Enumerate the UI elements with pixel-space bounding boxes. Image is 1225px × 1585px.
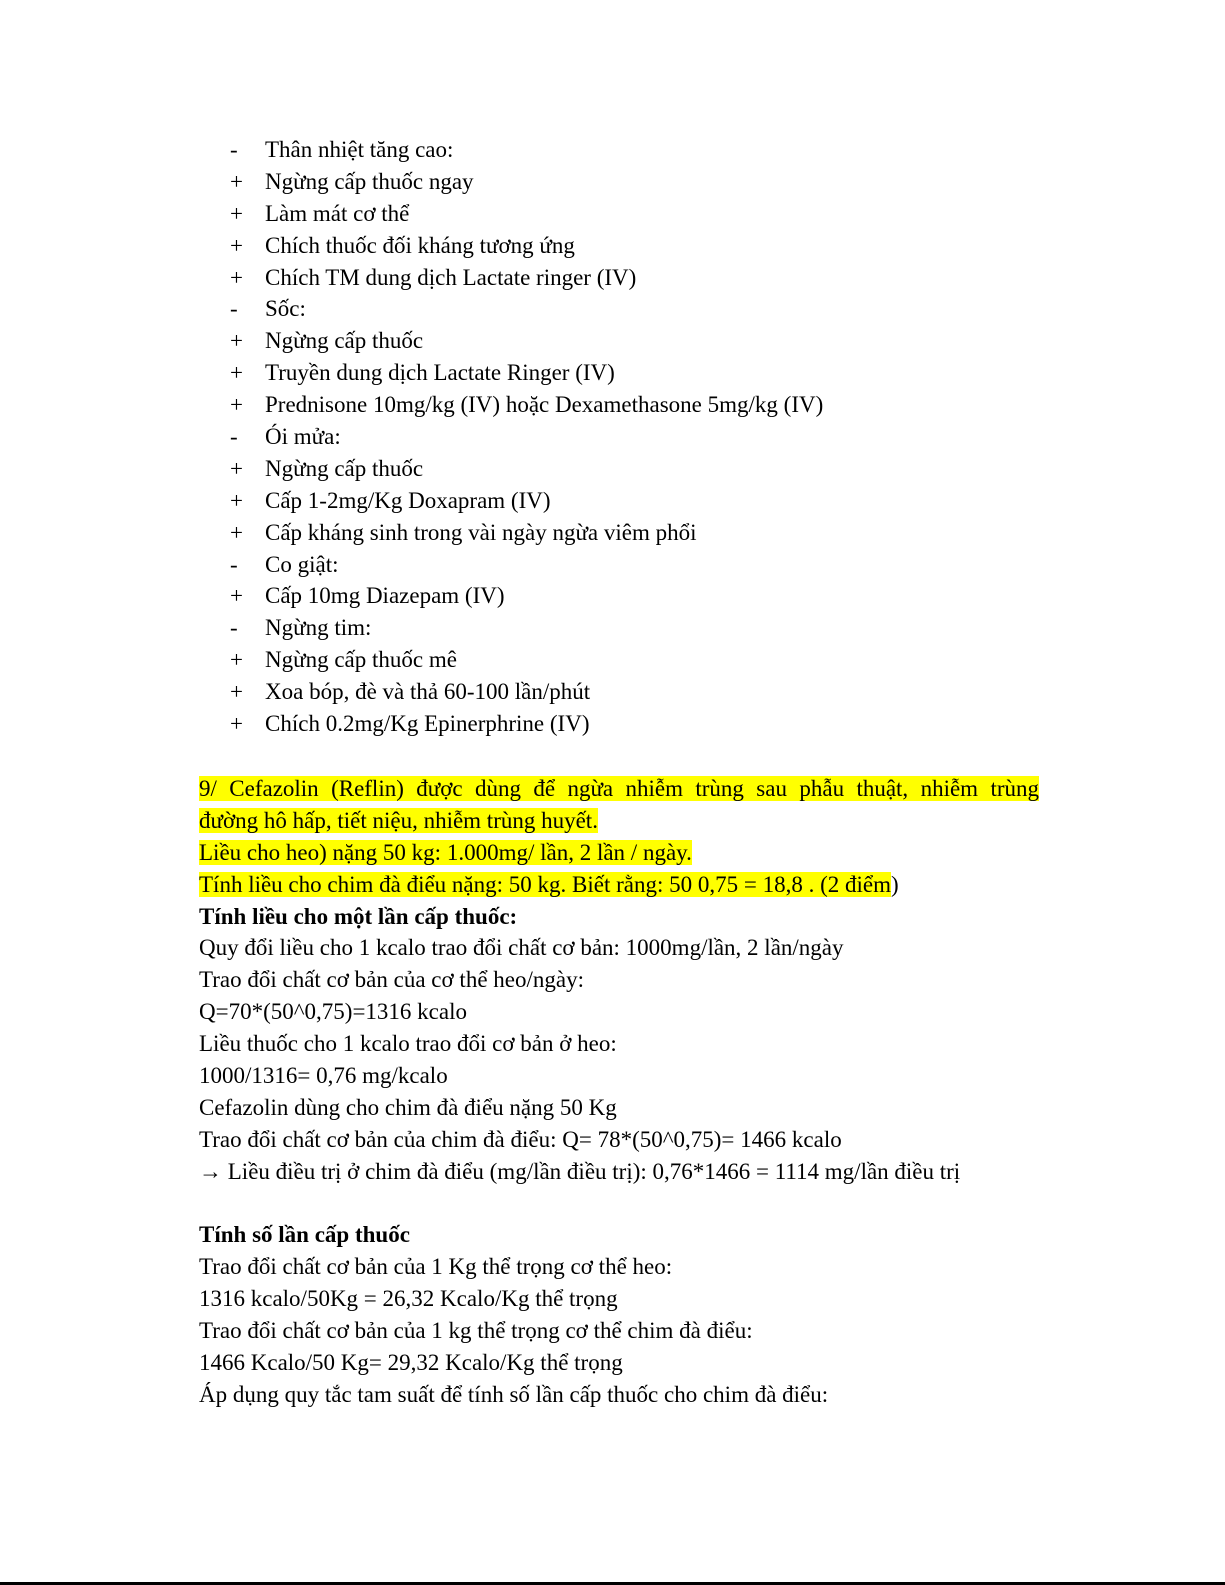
list-item-text: Cấp 1-2mg/Kg Doxapram (IV) [265, 487, 551, 513]
list-marker: - [230, 137, 238, 162]
question-line-1 [199, 773, 1039, 805]
list-item-text: Cấp kháng sinh trong vài ngày ngừa viêm phổi [265, 519, 697, 545]
document-body [199, 773, 1039, 1411]
list-item-text: Chích TM dung dịch Lactate ringer (IV) [265, 264, 637, 290]
blank-line [199, 1188, 1039, 1220]
highlighted-text: 9/ Cefazolin (Reflin) được dùng để ngừa nhiễm trùng sau phẫu thuật, nhiễm trùng [199, 776, 1039, 801]
list-item [230, 580, 1030, 612]
paragraph-line: Liều thuốc cho 1 kcalo trao đổi cơ bản ở heo: [199, 1031, 617, 1057]
list-item-text: Chích 0.2mg/Kg Epinerphrine (IV) [265, 711, 590, 737]
paragraph-line: 1000/1316= 0,76 mg/kcalo [199, 1063, 448, 1089]
list-item-text: Ngừng cấp thuốc [265, 328, 424, 354]
list-item [230, 357, 1030, 389]
list-item [230, 262, 1030, 294]
list-item-text: Ói mửa: [265, 424, 341, 450]
question-line-3 [199, 837, 1039, 869]
list-marker: + [230, 519, 243, 545]
section-heading-dose: Tính liều cho một lần cấp thuốc: [199, 903, 518, 929]
question-line-4-tail: ) [891, 871, 899, 897]
list-item [230, 198, 1030, 230]
paragraph-line: Trao đổi chất cơ bản của cơ thể heo/ngày: [199, 967, 584, 993]
list-item-text: Ngừng cấp thuốc mê [265, 647, 457, 673]
list-item [230, 166, 1030, 198]
paragraph-line: Cefazolin dùng cho chim đà điểu nặng 50 Kg [199, 1094, 617, 1120]
paragraph-line: Quy đổi liều cho 1 kcalo trao đổi chất cơ bản: 1000mg/lần, 2 lần/ngày [199, 935, 844, 961]
list-marker: + [230, 679, 243, 705]
list-item [230, 134, 1030, 166]
list-item-text: Ngừng cấp thuốc ngay [265, 168, 474, 194]
list-marker: + [230, 232, 243, 258]
list-item-text: Làm mát cơ thể [265, 200, 410, 226]
highlighted-text: đường hô hấp, tiết niệu, nhiễm trùng huyết. [199, 807, 598, 833]
paragraph-line: 1316 kcalo/50Kg = 26,32 Kcalo/Kg thể trọng [199, 1286, 618, 1312]
list-marker: + [230, 583, 243, 609]
list-item [230, 549, 1030, 581]
list-item [230, 230, 1030, 262]
list-item-text: Thân nhiệt tăng cao: [265, 137, 454, 162]
list-item [230, 485, 1030, 517]
paragraph-line: 1466 Kcalo/50 Kg= 29,32 Kcalo/Kg thể trọng [199, 1350, 623, 1376]
paragraph-line: Áp dụng quy tắc tam suất để tính số lần cấp thuốc cho chim đà điểu: [199, 1381, 829, 1407]
list-marker: - [230, 296, 238, 322]
list-item [230, 325, 1030, 357]
list-marker: + [230, 360, 243, 386]
list-marker: + [230, 487, 243, 513]
question-line-4 [199, 869, 1039, 901]
list-item [230, 708, 1030, 740]
list-item [230, 676, 1030, 708]
question-line-2 [199, 805, 1039, 837]
list-marker: + [230, 328, 243, 354]
paragraph-line: Trao đổi chất cơ bản của chim đà điểu: Q= 78*(50^0,75)= 1466 kcalo [199, 1126, 842, 1152]
list-marker: - [230, 424, 238, 450]
list-item-text: Prednisone 10mg/kg (IV) hoặc Dexamethasone 5mg/kg (IV) [265, 392, 824, 418]
list-marker: + [230, 711, 243, 737]
list-item-text: Sốc: [265, 296, 306, 322]
list-marker: + [230, 200, 243, 226]
paragraph-line: Trao đổi chất cơ bản của 1 kg thể trọng cơ thể chim đà điểu: [199, 1318, 753, 1344]
list-marker: + [230, 168, 243, 194]
list-item [230, 453, 1030, 485]
list-item [230, 517, 1030, 549]
list-item [230, 612, 1030, 644]
section-heading-frequency: Tính số lần cấp thuốc [199, 1222, 410, 1248]
treatment-list [230, 134, 1030, 740]
list-marker: + [230, 455, 243, 481]
paragraph-line: → Liều điều trị ở chim đà điểu (mg/lần điều trị): 0,76*1466 = 1114 mg/lần điều trị [199, 1158, 961, 1184]
list-marker: - [230, 615, 238, 641]
list-item [230, 389, 1030, 421]
list-item-text: Cấp 10mg Diazepam (IV) [265, 583, 505, 609]
paragraph-line: Q=70*(50^0,75)=1316 kcalo [199, 999, 467, 1025]
list-item-text: Co giật: [265, 551, 339, 577]
list-marker: + [230, 647, 243, 673]
paragraph-line: Trao đổi chất cơ bản của 1 Kg thể trọng cơ thể heo: [199, 1254, 673, 1280]
list-item-text: Ngừng tim: [265, 615, 372, 641]
list-item-text: Xoa bóp, đè và thả 60-100 lần/phút [265, 679, 591, 705]
list-marker: + [230, 392, 243, 418]
highlighted-text: Tính liều cho chim đà điểu nặng: 50 kg. Biết rằng: 50 0,75 = 18,8 . (2 điểm [199, 871, 891, 897]
list-marker: - [230, 551, 238, 577]
list-item-text: Chích thuốc đối kháng tương ứng [265, 232, 575, 258]
highlighted-text: Liều cho heo) nặng 50 kg: 1.000mg/ lần, 2 lần / ngày. [199, 839, 692, 865]
list-item-text: Truyền dung dịch Lactate Ringer (IV) [265, 360, 615, 386]
list-item [230, 644, 1030, 676]
list-item [230, 421, 1030, 453]
list-item [230, 293, 1030, 325]
list-item-text: Ngừng cấp thuốc [265, 455, 424, 481]
list-marker: + [230, 264, 243, 290]
